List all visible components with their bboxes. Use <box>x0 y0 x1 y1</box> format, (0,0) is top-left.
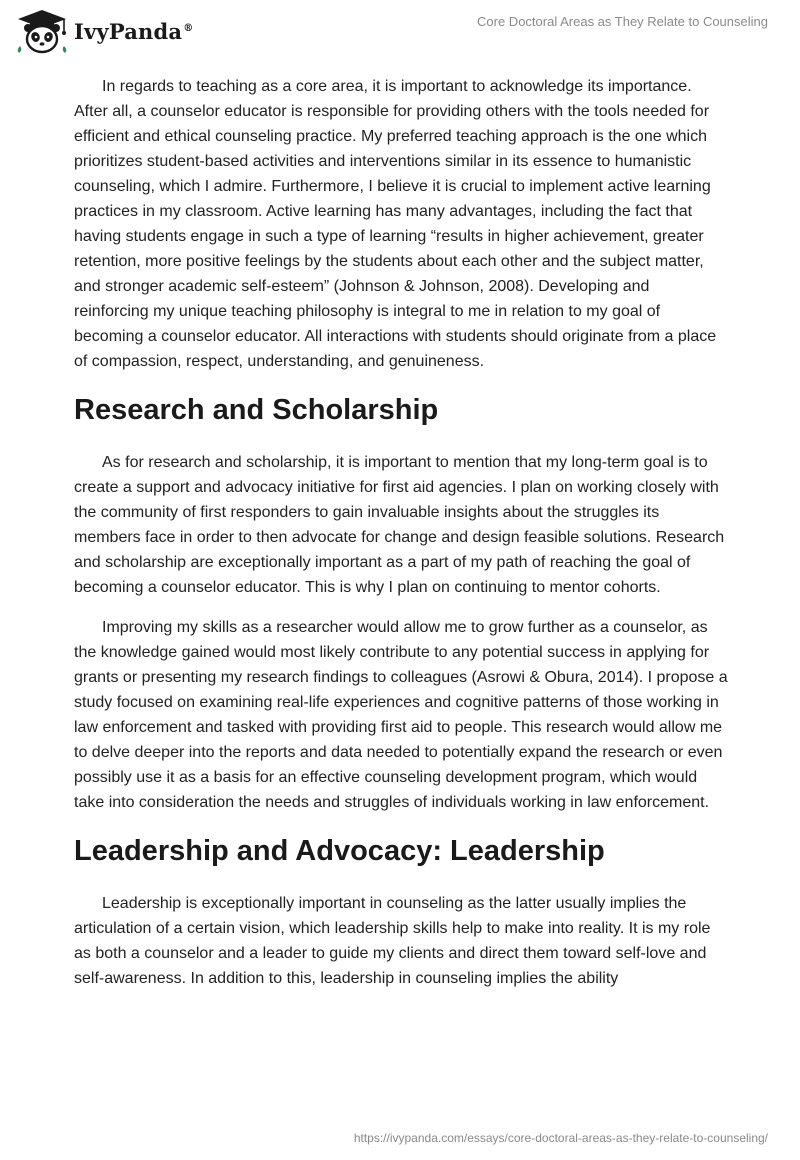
registered-mark: ® <box>183 22 194 34</box>
brand-text: IvyPanda <box>74 18 183 44</box>
research-paragraph-2: Improving my skills as a researcher would allow me to grow further as a counselor, as the knowledge gained would most likely contribute to any potential success in applying for grants or presenting my research findings to colleagues (Asrowi & Obura, 2014). I propose a study focused on examining real-life experiences and cognitive patterns of those working in law enforcement and tasked with providing first aid to people. This research would allow me to delve deeper into the reports and data needed to potentially expand the research or even possibly use it as a basis for an effective counseling development program, which would take into consideration the needs and struggles of individuals working in law enforcement. <box>74 619 728 811</box>
leadership-paragraph-1: Leadership is exceptionally important in counseling as the latter usually implies the articulation of a certain vision, which leadership skills help to make into reality. It is my role as both a counselor and a leader to guide my clients and direct them toward self-love and self-awareness. In addition to this, leadership in counseling implies the ability <box>74 895 711 987</box>
heading-research-scholarship: Research and Scholarship <box>74 394 439 426</box>
source-url[interactable]: https://ivypanda.com/essays/core-doctoral-areas-as-they-relate-to-counseling/ <box>353 1131 768 1145</box>
brand-name <box>74 19 193 44</box>
intro-paragraph: In regards to teaching as a core area, it is important to acknowledge its importance. After all, a counselor educator is responsible for providing others with the tools needed for efficient and ethical counseling practice. My preferred teaching approach is the one which prioritizes student-based activities and interventions similar in its essence to humanistic counseling, which I admire. Furthermore, I believe it is crucial to implement active learning practices in my classroom. Active learning has many advantages, including the fact that having students engage in such a type of learning “results in higher achievement, greater retention, more positive feelings by the students about each other and the subject matter, and stronger academic self-esteem” (Johnson & Johnson, 2008). Developing and reinforcing my unique teaching philosophy is integral to me in relation to my goal of becoming a counselor educator. All interactions with students should originate from a place of compassion, respect, understanding, and genuineness. <box>74 78 717 370</box>
essay-content <box>74 74 728 1006</box>
brand-logo[interactable] <box>14 8 193 54</box>
page-header <box>0 0 800 60</box>
document-title: Core Doctoral Areas as They Relate to Counseling <box>477 14 768 29</box>
panda-graduate-icon <box>14 8 70 54</box>
heading-leadership-advocacy: Leadership and Advocacy: Leadership <box>74 835 605 867</box>
research-paragraph-1: As for research and scholarship, it is important to mention that my long-term goal is to create a support and advocacy initiative for first aid agencies. I plan on working closely with the community of first responders to gain invaluable insights about the struggles its members face in order to then advocate for change and design feasible solutions. Research and scholarship are exceptionally important as a part of my path of reaching the goal of becoming a counselor educator. This is why I plan on continuing to mentor cohorts. <box>74 454 725 596</box>
